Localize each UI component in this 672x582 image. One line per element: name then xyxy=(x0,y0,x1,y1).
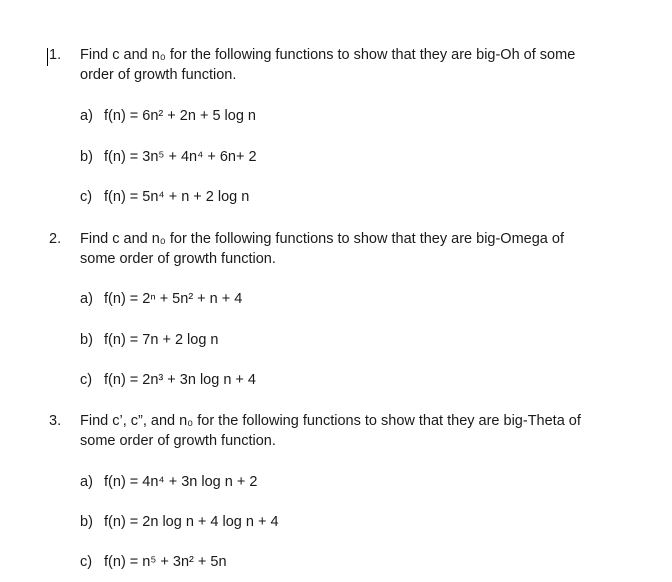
question-text xyxy=(80,45,640,85)
question-2-item-c xyxy=(80,370,256,390)
question-text-line: Find c and n₀ for the following functions to show that they are big-Omega of xyxy=(80,231,564,247)
question-1-item-a xyxy=(80,106,256,126)
item-label: a) xyxy=(80,108,93,124)
item-label: b) xyxy=(80,149,93,165)
item-label: a) xyxy=(80,474,93,490)
item-expression: f(n) = n⁵ + 3n² + 5n xyxy=(104,554,227,570)
item-label: b) xyxy=(80,514,93,530)
question-2-item-b xyxy=(80,330,219,350)
question-3-item-a xyxy=(80,472,257,492)
question-number: 1. xyxy=(49,47,62,63)
question-number: 2. xyxy=(49,231,62,247)
item-expression: f(n) = 6n² + 2n + 5 log n xyxy=(104,108,256,124)
item-expression: f(n) = 2ⁿ + 5n² + n + 4 xyxy=(104,291,243,307)
item-label: b) xyxy=(80,332,93,348)
item-expression: f(n) = 2n³ + 3n log n + 4 xyxy=(104,372,256,388)
question-1-item-b xyxy=(80,147,257,167)
question-text-line: Find c and n₀ for the following functions to show that they are big-Oh of some xyxy=(80,47,576,63)
item-label: c) xyxy=(80,189,93,205)
item-expression: f(n) = 7n + 2 log n xyxy=(104,332,219,348)
item-label: c) xyxy=(80,554,93,570)
question-text xyxy=(80,229,640,269)
question-number: 3. xyxy=(49,413,62,429)
item-expression: f(n) = 4n⁴ + 3n log n + 2 xyxy=(104,474,258,490)
question-text xyxy=(80,411,640,451)
item-expression: f(n) = 3n⁵ + 4n⁴ + 6n+ 2 xyxy=(104,149,257,165)
question-1-item-c xyxy=(80,187,249,207)
question-2-item-a xyxy=(80,289,242,309)
question-3-item-c xyxy=(80,552,227,572)
item-label: c) xyxy=(80,372,93,388)
item-expression: f(n) = 5n⁴ + n + 2 log n xyxy=(104,189,250,205)
question-text-line: Find c’, c”, and n₀ for the following functions to show that they are big-Theta of xyxy=(80,413,581,429)
item-expression: f(n) = 2n log n + 4 log n + 4 xyxy=(104,514,279,530)
question-text-line: some order of growth function. xyxy=(80,251,276,267)
question-text-line: order of growth function. xyxy=(80,67,237,83)
question-text-line: some order of growth function. xyxy=(80,433,276,449)
text-cursor xyxy=(47,48,48,66)
question-3-item-b xyxy=(80,512,279,532)
item-label: a) xyxy=(80,291,93,307)
